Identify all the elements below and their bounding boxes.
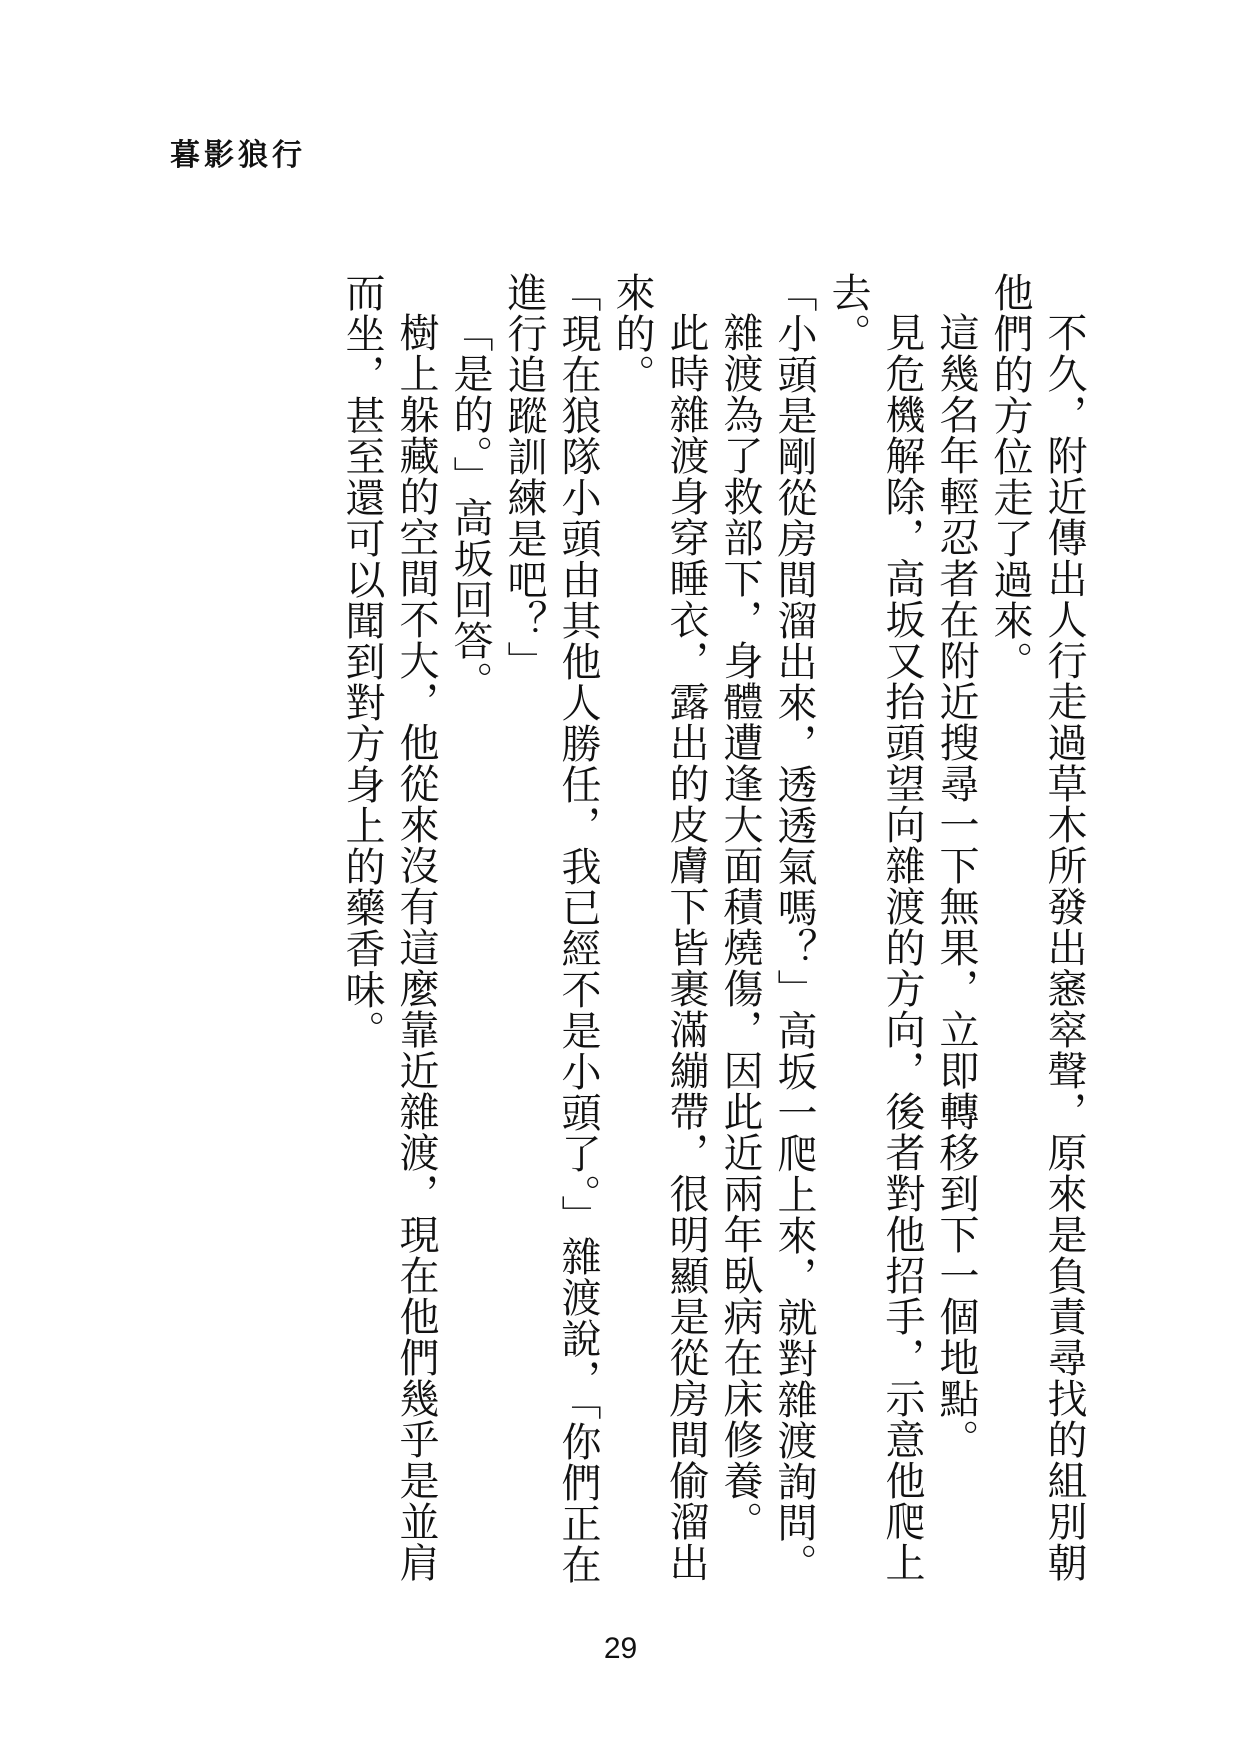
paragraph-9: 樹上躲藏的空間不大，他從來沒有這麼靠近雜渡，現在他們幾乎是並肩而坐，甚至還可以聞到對方身上的藥香味。 xyxy=(339,272,439,1583)
paragraph-3: 見危機解除，高坂又抬頭望向雜渡的方向，後者對他招手，示意他爬上去。 xyxy=(825,272,925,1583)
paragraph-1: 不久，附近傳出人行走過草木所發出窸窣聲，原來是負責尋找的組別朝他們的方位走了過來。 xyxy=(987,272,1087,1583)
paragraph-4: 「小頭是剛從房間溜出來，透透氣嗎？」高坂一爬上來，就對雜渡詢問。 xyxy=(771,272,817,1584)
book-title: 暮影狼行 xyxy=(170,138,306,173)
paragraph-6: 此時雜渡身穿睡衣，露出的皮膚下皆裹滿繃帶，很明顯是從房間偷溜出來的。 xyxy=(609,272,709,1583)
paragraph-2: 這幾名年輕忍者在附近搜尋一下無果，立即轉移到下一個地點。 xyxy=(933,312,979,1460)
paragraph-8: 「是的。」高坂回答。 xyxy=(447,312,493,702)
paragraph-5: 雜渡為了救部下，身體遭逢大面積燒傷，因此近兩年臥病在床修養。 xyxy=(717,312,763,1542)
body-text xyxy=(335,272,1091,1612)
page-number: 29 xyxy=(603,1632,638,1665)
paragraph-7: 「現在狼隊小頭由其他人勝任，我已經不是小頭了。」雜渡說，「你們正在進行追蹤訓練是吧？」 xyxy=(501,272,601,1585)
